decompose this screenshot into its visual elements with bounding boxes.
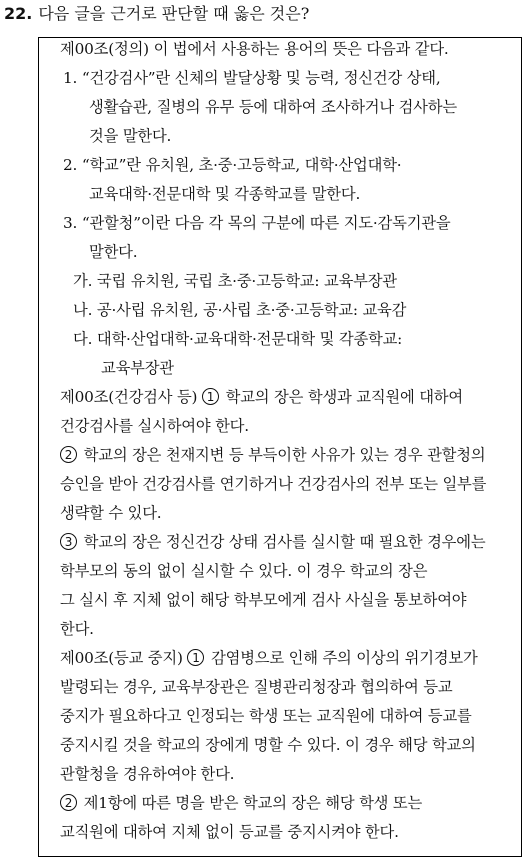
question-number: 22.: [4, 4, 33, 23]
stop-clause-1-text: 감염병으로 인해 주의 이상의 위기경보가: [211, 649, 478, 667]
stop-clause-1-line-1: [60, 644, 478, 673]
stop-clause-1-line-5: 관할청을 경유하여야 한다.: [60, 765, 235, 783]
passage-box: [38, 37, 522, 857]
question-line: [4, 3, 520, 25]
health-clause-3-line-1: [60, 528, 486, 557]
health-clause-1-line-2: 건강검사를 실시하여야 한다.: [60, 417, 249, 435]
definition-item-1-line-2: 생활습관, 질병의 유무 등에 대하여 조사하거나 검사하는: [89, 98, 457, 116]
health-clause-2-line-2: 승인을 받아 건강검사를 연기하거나 건강검사의 전부 또는 일부를: [60, 475, 487, 493]
stop-clause-2-line-1: [60, 789, 478, 818]
stop-clause-1-line-4: 중지시킬 것을 학교의 장에게 명할 수 있다. 이 경우 해당 학교의: [60, 736, 476, 754]
health-clause-3-text: 학교의 장은 정신건강 상태 검사를 실시할 때 필요한 경우에는: [83, 533, 486, 551]
health-check-article: [60, 383, 486, 644]
definition-item-1-line-1: 1. “건강검사”란 신체의 발달상황 및 능력, 정신건강 상태,: [63, 69, 441, 87]
definition-heading: 제00조(정의) 이 법에서 사용하는 용어의 뜻은 다음과 같다.: [60, 40, 449, 58]
health-clause-2-line-1: [60, 441, 486, 470]
definition-subitem-da-line-2: 교육부장관: [101, 359, 174, 377]
health-article-heading: 제00조(건강검사 등): [60, 388, 198, 406]
attendance-stop-article: [60, 644, 478, 847]
stop-clause-2-line-2: 교직원에 대하여 지체 없이 등교를 중지시켜야 한다.: [60, 823, 399, 841]
definition-article: [60, 35, 457, 383]
health-clause-3-line-2: 학부모의 동의 없이 실시할 수 있다. 이 경우 학교의 장은: [60, 562, 428, 580]
definition-subitem-da-line-1: 다. 대학·산업대학·교육대학·전문대학 및 각종학교:: [73, 330, 403, 348]
definition-item-3-line-1: 3. “관할청”이란 다음 각 목의 구분에 따른 지도·감독기관을: [63, 214, 451, 232]
definition-item-2-line-1: 2. “학교”란 유치원, 초·중·고등학교, 대학·산업대학·: [63, 156, 402, 174]
circled-number-3: 3: [60, 533, 77, 550]
circled-number-1: 1: [202, 388, 219, 405]
health-clause-2-text: 학교의 장은 천재지변 등 부득이한 사유가 있는 경우 관할청의: [83, 446, 486, 464]
definition-subitem-na: 나. 공·사립 유치원, 공·사립 초·중·고등학교: 교육감: [73, 301, 407, 319]
circled-number-2: 2: [60, 446, 77, 463]
stop-article-heading: 제00조(등교 중지): [60, 649, 183, 667]
circled-number-1: 1: [187, 649, 204, 666]
circled-number-2: 2: [60, 794, 77, 811]
stop-clause-1-line-3: 중지가 필요하다고 인정되는 학생 또는 교직원에 대하여 등교를: [60, 707, 472, 725]
definition-item-3-line-2: 말한다.: [89, 243, 138, 261]
health-clause-1-line-1: [60, 383, 486, 412]
health-clause-3-line-4: 한다.: [60, 620, 94, 638]
definition-subitem-ga: 가. 국립 유치원, 국립 초·중·고등학교: 교육부장관: [73, 272, 397, 290]
definition-item-1-line-3: 것을 말한다.: [89, 127, 172, 145]
stop-clause-1-line-2: 발령되는 경우, 교육부장관은 질병관리청장과 협의하여 등교: [60, 678, 453, 696]
health-clause-1-text: 학교의 장은 학생과 교직원에 대하여: [225, 388, 463, 406]
health-clause-2-line-3: 생략할 수 있다.: [60, 504, 162, 522]
health-clause-3-line-3: 그 실시 후 지체 없이 해당 학부모에게 검사 사실을 통보하여야: [60, 591, 467, 609]
definition-item-2-line-2: 교육대학·전문대학 및 각종학교를 말한다.: [89, 185, 361, 203]
stop-clause-2-text: 제1항에 따른 명을 받은 학교의 장은 해당 학생 또는: [83, 794, 423, 812]
question-text: 다음 글을 근거로 판단할 때 옳은 것은?: [38, 4, 310, 23]
